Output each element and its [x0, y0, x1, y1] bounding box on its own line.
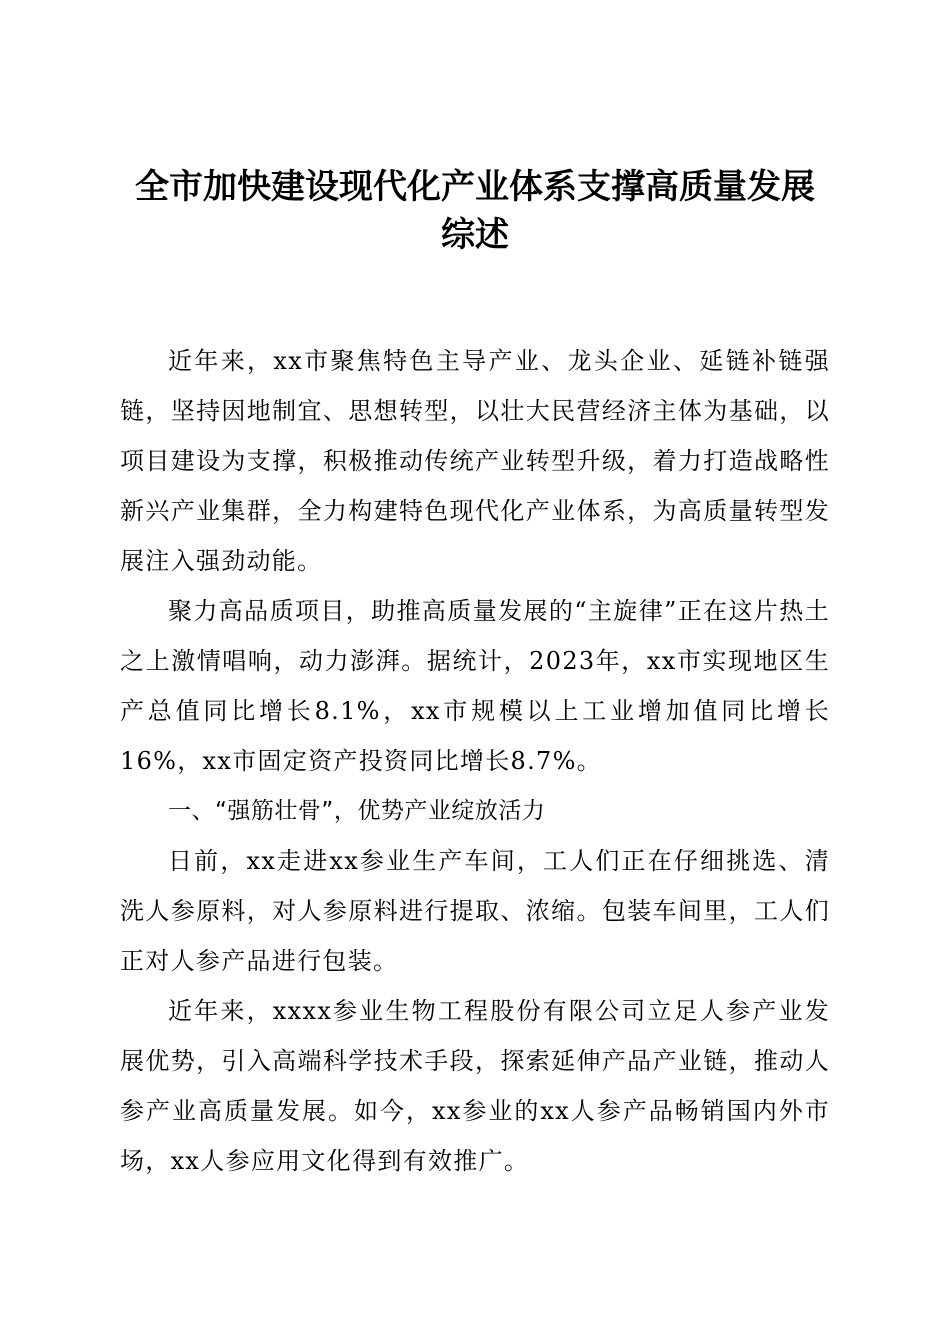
section-paragraph: 近年来，xxxx参业生物工程股份有限公司立足人参产业发展优势，引入高端科学技术手段，探索延伸产品产业链，推动人参产业高质量发展。如今，xx参业的xx人参产品畅销国内外市场，xx人参应用文化得到有效推广。: [120, 997, 830, 1175]
statistics-paragraph: 聚力高品质项目，助推高质量发展的“主旋律”正在这片热土之上激情唱响，动力澎湃。据统计，2023年，xx市实现地区生产总值同比增长8.1%，xx市规模以上工业增加值同比增长16%，xx市固定资产投资同比增长8.7%。: [120, 597, 830, 775]
document-body: [120, 336, 830, 1186]
section-paragraph: 日前，xx走进xx参业生产车间，工人们正在仔细挑选、清洗人参原料，对人参原料进行提取、浓缩。包装车间里，工人们正对人参产品进行包装。: [120, 847, 830, 975]
document-title-continued: 综述: [441, 215, 509, 255]
section-heading: 一、“强筋壮骨”，优势产业绽放活力: [168, 798, 546, 824]
document-title: 全市加快建设现代化产业体系支撑高质量发展: [135, 167, 815, 207]
intro-paragraph: 近年来，xx市聚焦特色主导产业、龙头企业、延链补链强链，坚持因地制宜、思想转型，以壮大民营经济主体为基础，以项目建设为支撑，积极推动传统产业转型升级，着力打造战略性新兴产业集群，全力构建特色现代化产业体系，为高质量转型发展注入强劲动能。: [120, 347, 830, 575]
